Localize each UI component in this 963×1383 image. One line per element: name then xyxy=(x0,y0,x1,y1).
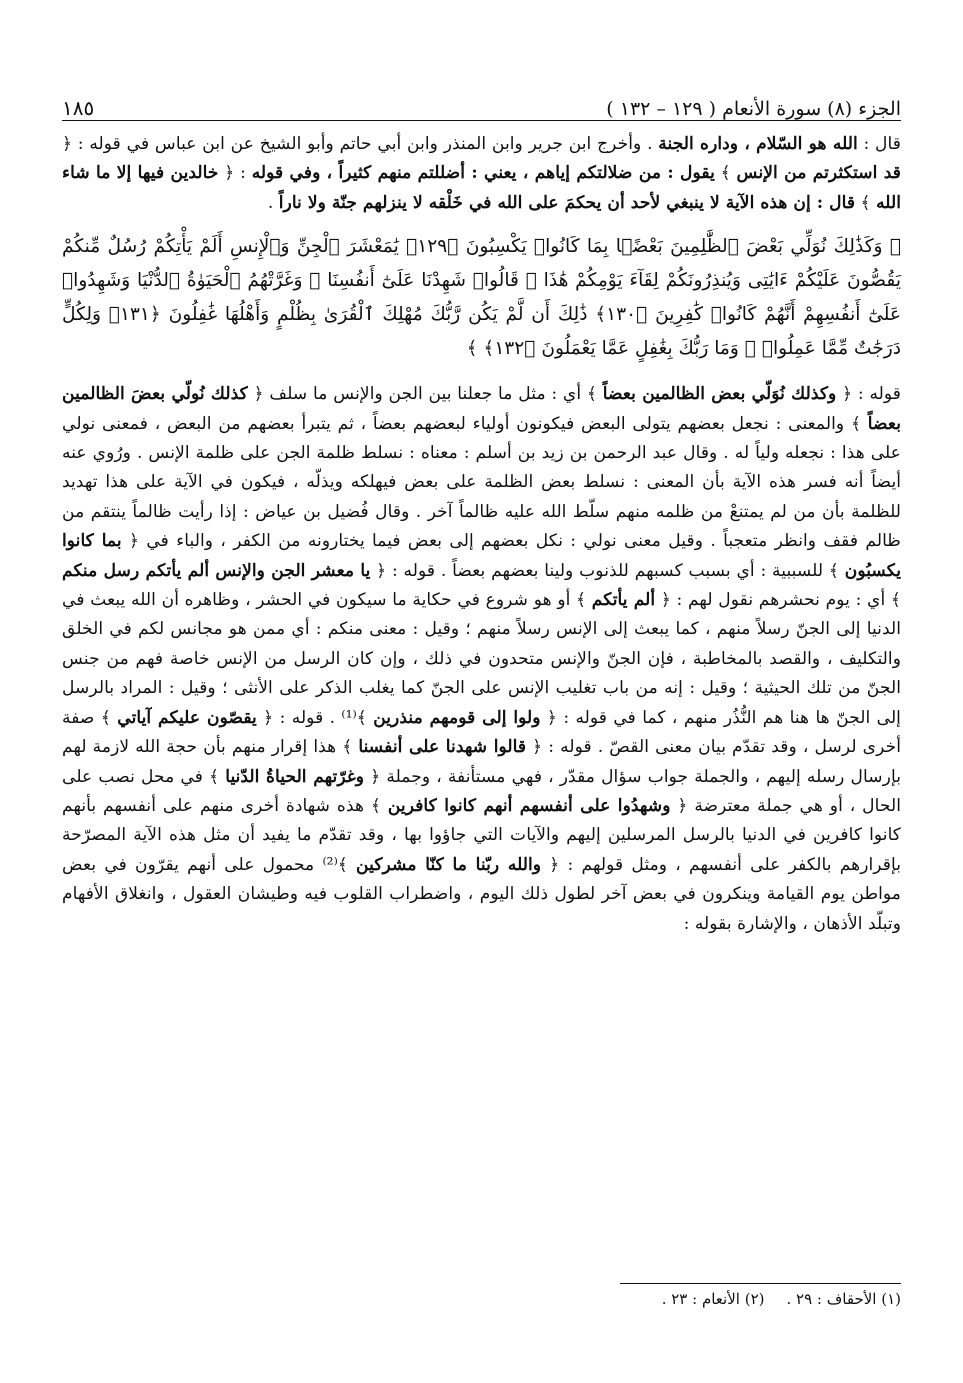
quran-quote: قالوا شهدنا على أنفسنا xyxy=(358,737,527,758)
quran-quote: ولوا إلى قومهم منذرين xyxy=(373,707,541,728)
footnotes xyxy=(62,1290,901,1308)
text-run: ﴾ xyxy=(714,163,737,184)
text-run: قوله : ﴿ xyxy=(836,384,901,405)
quran-quote: ألم يأتكم xyxy=(591,590,656,611)
quran-quote: وشهدُوا على أنفسهم أنهم كانوا كافرين xyxy=(387,795,671,816)
text-run: ﴾ أي : يوم نحشرهم نقول لهم : ﴿ xyxy=(655,590,901,611)
bold-run: الله هو السّلام ، وداره الجنة xyxy=(658,134,858,154)
page-header xyxy=(62,84,901,121)
quran-quote: خالدين فيها إلا ما شاء الله xyxy=(62,163,901,213)
text-run: قال : xyxy=(857,134,901,154)
text-run: . xyxy=(267,192,279,213)
quran-verses-block: ﴿ وَكَذَٰلِكَ نُوَلِّي بَعْضَ ٱلظَّٰلِمِينَ بَعْضًۢا بِمَا كَانُوا۟ يَكْسِبُونَ ﴿١٢٩﴾ يَٰمَعْشَرَ ٱلْجِنِّ وَٱلْإِنسِ أَلَمْ يَأْتِكُمْ رُسُلٌ مِّنكُمْ يَقُصُّونَ عَلَيْكُمْ ءَايَٰتِى وَيُنذِرُونَكُمْ لِقَآءَ يَوْمِكُمْ هَٰذَا ۚ قَالُوا۟ شَهِدْنَا عَلَىٰٓ أَنفُسِنَا ۖ وَغَرَّتْهُمُ ٱلْحَيَوٰةُ ٱلدُّنْيَا وَشَهِدُوا۟ عَلَىٰٓ أَنفُسِهِمْ أَنَّهُمْ كَانُوا۟ كَٰفِرِينَ ﴿١٣٠﴾ ذَٰلِكَ أَن لَّمْ يَكُن رَّبُّكَ مُهْلِكَ ٱلْقُرَىٰ بِظُلْمٍ وَأَهْلُهَا غَٰفِلُونَ ﴿١٣١﴾ وَلِكُلٍّ دَرَجَٰتٌ مِّمَّا عَمِلُوا۟ ۚ وَمَا رَبُّكَ بِغَٰفِلٍ عَمَّا يَعْمَلُونَ ﴿١٣٢﴾ ﴾ xyxy=(62,236,901,360)
text-run: ﴾ هذا إقرار منهم بأن حجة الله لازمة لهم بإرسال رسله إليهم ، والجملة جواب سؤال مقدّر ، فهي مستأنفة ، وجملة ﴿ xyxy=(62,737,901,787)
text-run: . وأخرج ابن جرير وابن المنذر وابن أبي حاتم وأبو الشيخ عن ابن عباس في قوله : ﴿ xyxy=(62,134,659,154)
paragraph-intro xyxy=(62,130,901,218)
text-run: ﴾ هذه شهادة أخرى منهم على أنفسهم بأنهم كانوا كافرين في الدنيا بالرسل المرسلين إليهم والآيات التي جاؤوا بها ، وقد تقدّم ما يفيد أن مثل هذه الآية المصرّحة بإقرارهم بالكفر على أنفسهم ، ومثل قولهم : ﴿ xyxy=(62,795,901,875)
bold-run: قال : إن هذه الآية لا ينبغي لأحد أن يحكمَ على الله في خَلْقه لا ينزلهم جنّة ولا ناراً xyxy=(278,192,856,213)
bold-run: يقول : من ضلالتكم إياهم ، يعني : أضللتم منهم كثيراً ، وفي قوله xyxy=(251,163,715,184)
text-run: : ﴿ xyxy=(218,163,252,184)
footnote-1: (١) الأحقاف : ٢٩ . xyxy=(786,1290,901,1308)
paragraph-commentary xyxy=(62,380,901,939)
page-body xyxy=(62,130,901,939)
footnote-2: (٢) الأنعام : ٢٣ . xyxy=(661,1290,765,1308)
quran-quote: والله ربّنا ما كنّا مشركين xyxy=(356,854,542,875)
quran-quote: يقصّون عليكم آياتي xyxy=(117,707,257,728)
text-run: ﴾ أو هو شروع في حكاية ما سيكون في الحشر ، وظاهره أن الله يبعث في الدنيا إلى الجنّ رسلاً منهم ، كما يبعث إلى الإنس رسلاً منهم ؛ وقيل : معنى منكم : أي ممن هو مجانس لكم في الخلق والتكليف ، والقصد بالمخاطبة ، فإن الجنّ والإنس متحدون في ذلك ، وإن كان الرسل من الإنس خاصة فهم من جنس الجنّ من تلك الحيثية ؛ وقيل : إنه من باب تغليب الإنس على الجنّ كما يغلب الذكر على الأنثى ؛ وقيل : المراد بالرسل إلى الجنّ ها هنا هم النُّذُر منهم ، كما في قوله : ﴿ xyxy=(62,590,901,728)
running-title: الجزء (٨) سورة الأنعام ( ١٢٩ – ١٣٢ ) xyxy=(606,98,901,120)
footnote-divider xyxy=(620,1283,901,1284)
quran-quote: بما كانوا يكسبُون xyxy=(62,531,901,581)
text-run: ﴾ صفة أخرى لرسل ، وقد تقدّم بيان معنى القصّ . قوله : ﴿ xyxy=(62,707,901,758)
text-run: ﴾ أي : مثل ما جعلنا بين الجن والإنس ما سلف ﴿ xyxy=(247,384,603,405)
quran-quote: قد استكثرتم من الإنس xyxy=(736,163,901,184)
quran-quote: كذلك نُولّي بعضَ الظالمين بعضاً xyxy=(62,384,901,434)
quran-quote: يا معشر الجن والإنس ألم يأتكم رسل منكم xyxy=(62,560,371,581)
text-run: ﴾⁽²⁾ محمول على أنهم يقرّون في بعض مواطن يوم القيامة وينكرون في بعض آخر لطول ذلك اليوم ، واضطراب القلوب فيه وطيشان العقول ، وانغلاق الأفهام وتبلّد الأذهان ، والإشارة بقوله : xyxy=(62,854,901,934)
text-run: ﴾ xyxy=(855,192,877,213)
text-run: ﴾⁽¹⁾ . قوله : ﴿ xyxy=(256,707,374,728)
page-number: ١٨٥ xyxy=(62,96,95,120)
text-run: ﴾ والمعنى : نجعل بعضهم يتولى البعض فيكونون أولياء لبعضهم بعضاً ، ثم يتبرأ بعضهم من البعض ، فمعنى نولي على هذا : نجعله ولياً له . وقال عبد الرحمن بن زيد بن أسلم : معناه : نسلط ظلمة الجن على ظلمة الإنس . ورُوي عنه أيضاً أنه فسر هذه الآية بأن المعنى : نسلط بعض الظلمة على بعض فيهلكه ويذلّه ، فيكون في الآية على هذا تهديد للظلمة بأن من لم يمتنعْ من ظلمه منهم سلّط الله عليه ظالماً آخر . وقال فُضيل بن عياض : إذا رأيت ظالماً ينتقم من ظالم فقف وانظر متعجباً . وقيل معنى نولي : نكل بعضهم إلى بعض فيما يختارونه من الكفر ، والباء في ﴿ xyxy=(62,413,901,552)
quran-quote: وغرّتهم الحياةُ الدّنيا xyxy=(225,766,365,787)
text-run: ﴾ للسببية : أي بسبب كسبهم للذنوب ولينا بعضهم بعضاً . قوله : ﴿ xyxy=(370,560,845,581)
text-run: ﴾ في محل نصب على الحال ، أو هي جملة معترضة ﴿ xyxy=(62,766,901,816)
quran-quote: وكذلك نُوَلّي بعض الظالمين بعضاً xyxy=(602,384,837,405)
